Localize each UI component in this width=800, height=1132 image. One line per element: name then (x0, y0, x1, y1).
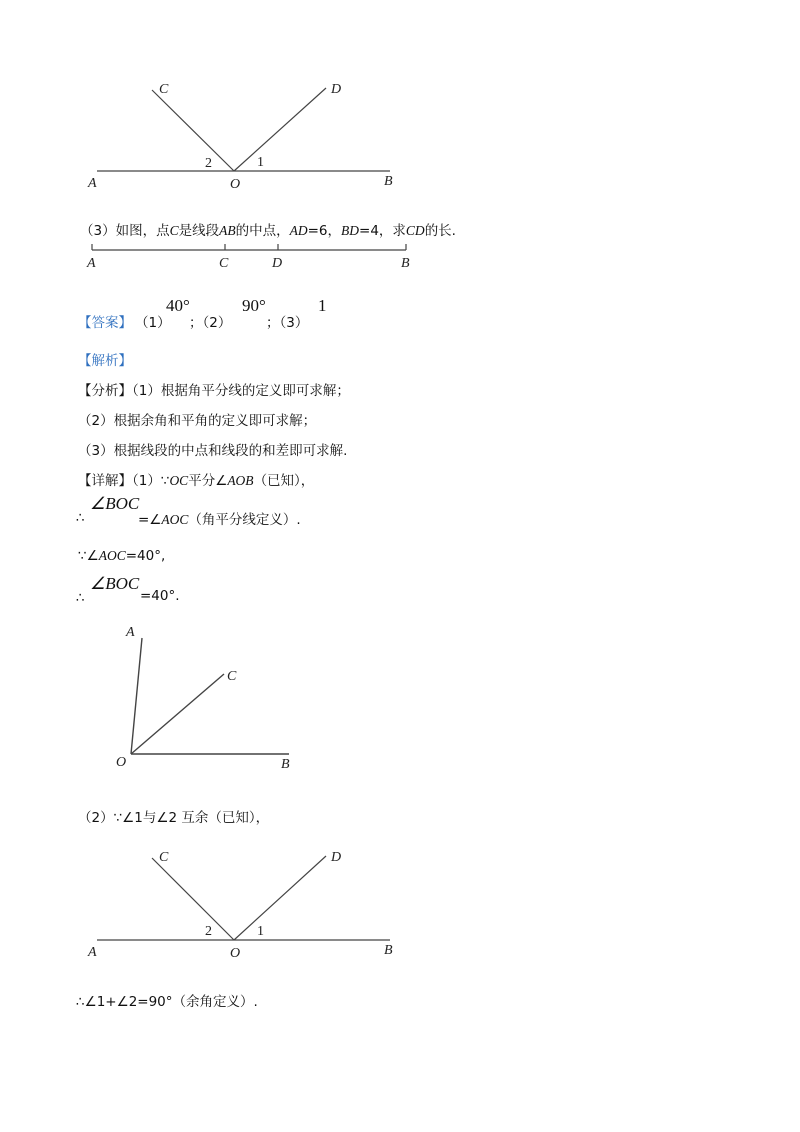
label-d: D (331, 82, 342, 97)
label-angle-2: 2 (205, 924, 212, 939)
angle-boc: ∠BOC (90, 574, 140, 593)
answer-line (78, 296, 478, 331)
ray-od (234, 88, 326, 171)
label-b: B (384, 174, 393, 189)
answer-value-1: 40° (166, 296, 190, 315)
label-d: D (272, 256, 283, 271)
ray-oa (131, 638, 142, 754)
part2-line: （2）∵∠1与∠2 互余（已知）， (78, 810, 270, 826)
label-d: D (331, 850, 342, 865)
label-c: C (227, 669, 237, 684)
therefore-symbol: ∴ (76, 510, 85, 526)
therefore-symbol: ∴ (76, 590, 85, 606)
label-angle-1: 1 (257, 924, 264, 939)
answer-value-3: 1 (318, 296, 327, 315)
label-a: A (88, 945, 97, 960)
figure-angle-cod-repeat (0, 840, 800, 980)
ray-oc (152, 858, 234, 940)
detail-line-1: 【详解】（1）∵OC平分∠AOB（已知）， (78, 473, 315, 489)
label-c: C (219, 256, 229, 271)
final-line: ∴∠1+∠2=90°（余角定义）. (76, 994, 258, 1010)
ray-oc (131, 674, 224, 754)
detail-line-4-tail: =40°. (140, 588, 180, 604)
question-3: （3）如图，点C是线段AB的中点，AD=6，BD=4，求CD的长. (80, 223, 456, 239)
detail-line-2 (76, 494, 476, 528)
label-a: A (126, 625, 135, 640)
analysis-line-3: （3）根据线段的中点和线段的和差即可求解. (78, 443, 348, 459)
ray-od (234, 856, 326, 940)
answer-sep-2: ；（3） (266, 315, 309, 331)
label-a: A (87, 256, 96, 271)
label-b: B (401, 256, 410, 271)
analysis-line-2: （2）根据余角和平角的定义即可求解； (78, 413, 317, 429)
jiexi-heading: 【解析】 (78, 353, 132, 369)
figure-segment-ab (0, 240, 800, 300)
label-o: O (230, 946, 241, 961)
answer-tag: 【答案】 (78, 315, 132, 331)
label-a: A (88, 176, 97, 191)
label-c: C (159, 850, 169, 865)
label-b: B (281, 757, 290, 772)
figure-angle-cod (0, 0, 800, 200)
detail-line-4 (76, 574, 376, 608)
label-o: O (230, 177, 241, 192)
ray-oc (152, 90, 234, 171)
answer-value-2: 90° (242, 296, 266, 315)
answer-part1-label: （1） (135, 315, 171, 331)
answer-sep-1: ；（2） (189, 315, 232, 331)
analysis-line-1: 【分析】（1）根据角平分线的定义即可求解； (78, 383, 350, 399)
detail-line-3: ∵∠AOC=40°, (78, 548, 166, 564)
label-angle-1: 1 (257, 155, 264, 170)
detail-line-2-tail: =∠AOC（角平分线定义）. (138, 512, 301, 528)
angle-boc: ∠BOC (90, 494, 140, 513)
label-b: B (384, 943, 393, 958)
label-o: O (116, 755, 127, 770)
label-c: C (159, 82, 169, 97)
label-angle-2: 2 (205, 156, 212, 171)
figure-angle-aob (0, 620, 800, 780)
